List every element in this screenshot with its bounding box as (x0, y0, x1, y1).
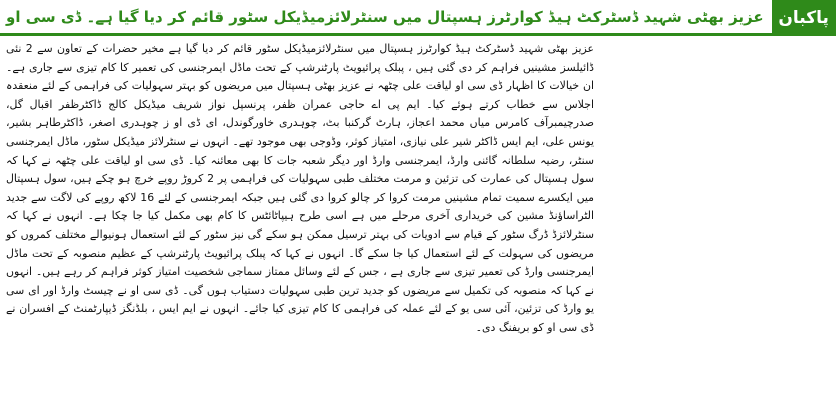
headline: عزیز بھٹی شہید ڈسٹرکٹ ہیڈ کوارٹرز ہسپتال میں سنٹرلائزمیڈیکل سٹور قائم کر دیا گیا ہے۔ ڈی سی او (0, 0, 772, 36)
section-label: پاکبان (772, 0, 836, 36)
article-body: عزیز بھٹی شہید ڈسٹرکٹ ہیڈ کوارٹرز ہسپتال میں سنٹرلائزمیڈیکل سٹور قائم کر دیا گیا ہے مخیر حضرات کے تعاون سے 2 نئی ڈائیلسز مشینیں فراہم کر دی گئی ہیں ، پبلک پرائیویٹ پارٹنرشپ کے تحت ماڈل ایمرجنسی کی تعمیر کا کام تیزی سے جاری ہے۔ ان خیالات کا اظہار ڈی سی او لیاقت علی چٹھہ نے عزیز بھٹی ہسپتال میں مریضوں کو بہتر سہولیات کی فراہمی کے لئے منعقدہ اجلاس سے خطاب کرتے ہوئے کیا۔ ایم پی اے حاجی عمران ظفر، پرنسپل نواز شریف میڈیکل کالج ڈاکٹرظفر اقبال گل، صدرچیمبرآف کامرس میاں محمد اعجاز، ہارٹ گرکنبا بٹ، چوہدری خاورگوندل، ای ڈی او ز چوہدری اصغر، ڈاکٹرطاہر بشیر، یونس علی، ایم ایس ڈاکٹر شیر علی نیازی، امتیاز کوثر، وڈوجی بھی موجود تھے۔ انہوں نے سنٹرلائز میڈیکل سٹور، ماڈل ایمرجنسی سنٹر، رضیہ سلطانہ گائنی وارڈ، ایمرجنسی وارڈ اور دیگر شعبہ جات کا بھی معائنہ کیا۔ ڈی سی او لیاقت علی چٹھہ نے کہا کہ سول ہسپتال کی عمارت کی تزئین و مرمت مختلف طبی سہولیات کی فراہمی پر 2 کروڑ روپے خرچ ہو چکے ہیں، سول ہسپتال میں ایکسرے سمیت تمام مشینیں مرمت کروا کر چالو کروا دی گئی ہیں جبکہ ایمرجنسی کے لئے 16 لاکھ روپے کی لاگت سے جدید الٹراساؤنڈ مشین کی خریداری آخری مرحلے میں ہے اسی طرح ہیپاٹائٹس کا کام بھی مکمل کیا جا چکا ہے۔ انہوں نے کہا کہ سنٹرلائزڈ ڈرگ سٹور کے قیام سے ادویات کی بہتر ترسیل ممکن ہو سکے گی نیز سٹور کے لئے استعمال ہونیوالے مختلف کمروں کو مریضوں کی سہولت کے لئے استعمال کیا جا سکے گا۔ انہوں نے کہا کہ پبلک پرائیویٹ پارٹنرشپ کے عظیم منصوبہ کے تحت ماڈل ایمرجنسی وارڈ کی تعمیر تیزی سے جاری ہے ، جس کے لئے وسائل ممتاز سماجی شخصیت امتیاز کوثر فراہم کر رہے ہیں۔ انہوں نے کہا کہ منصوبہ کی تکمیل سے مریضوں کو جدید ترین طبی سہولیات دستیاب ہوں گی۔ ڈی سی او نے چیسٹ وارڈ اور ای سی یو وارڈ کی تزئین، آئی سی یو کے لئے عملہ کی فراہمی کا کام تیزی کیا جائے۔ انہوں نے ایم ایس ، بلڈنگز ڈیپارٹمنٹ کے افسران نے ڈی سی او کو بریفنگ دی۔ (6, 42, 595, 334)
header-bar (0, 0, 829, 36)
